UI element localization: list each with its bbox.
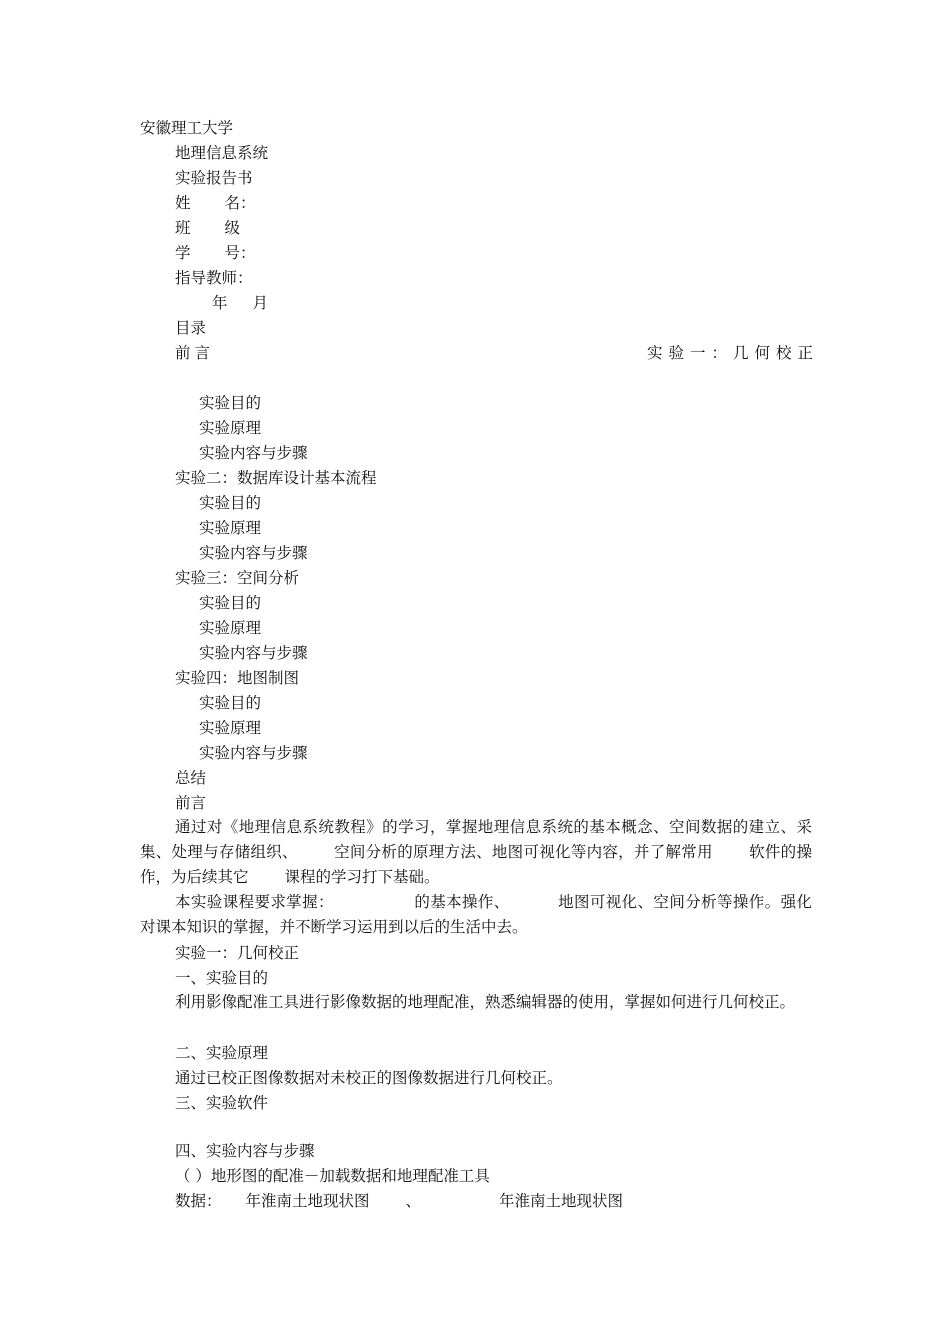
preface-p1-part2: 空间分析的原理方法、地图可视化等内容，并了解常用	[333, 843, 713, 861]
month-label: 月	[252, 294, 269, 312]
toc-exp3: 实验三：空间分析	[175, 569, 300, 587]
exp1-section-steps: 四、实验内容与步骤	[175, 1142, 315, 1160]
exp1-data-line	[175, 1191, 623, 1211]
preface-paragraph-1	[140, 815, 812, 890]
data-label: 数据：	[175, 1192, 222, 1210]
preface-paragraph-2	[140, 890, 812, 940]
report-title: 实验报告书	[175, 169, 253, 187]
toc-exp4: 实验四：地图制图	[175, 669, 300, 687]
toc-preface: 前言	[175, 344, 215, 362]
preface-heading: 前言	[175, 794, 207, 812]
exp1-section-software: 三、实验软件	[175, 1094, 269, 1112]
id-field-label	[175, 243, 256, 263]
class-label-b: 级	[224, 219, 241, 237]
preface-p1-part3: 软件的操作，为后续其它	[140, 843, 812, 886]
preface-p2-part1: 本实验课程要求掌握：	[175, 893, 334, 911]
toc-exp3-item: 实验内容与步骤	[199, 644, 308, 662]
toc-exp4-item: 实验原理	[199, 719, 262, 737]
name-label-a: 姓	[175, 194, 191, 212]
toc-exp3-item: 实验目的	[199, 594, 262, 612]
id-label-a: 学	[175, 244, 191, 262]
name-label-b: 名：	[224, 194, 256, 212]
toc-exp2-item: 实验原理	[199, 519, 262, 537]
exp1-section-principle: 二、实验原理	[175, 1044, 269, 1062]
course-name: 地理信息系统	[175, 144, 269, 162]
toc-exp2-item: 实验目的	[199, 494, 262, 512]
toc-exp4-item: 实验内容与步骤	[199, 744, 308, 762]
data-item-1: 年淮南土地现状图	[245, 1192, 370, 1210]
exp1-title: 实验一：几何校正	[175, 944, 300, 962]
toc-exp1-item: 实验原理	[199, 419, 262, 437]
class-label-a: 班	[175, 219, 191, 237]
toc-exp2: 实验二：数据库设计基本流程	[175, 469, 377, 487]
toc-title: 目录	[175, 319, 207, 337]
id-label-b: 号：	[224, 244, 256, 262]
name-field-label	[175, 193, 256, 213]
toc-exp1-item: 实验目的	[199, 394, 262, 412]
preface-p1-part4: 课程的学习打下基础。	[284, 868, 440, 886]
class-field-label	[175, 218, 240, 238]
exp1-step-1: （ ）地形图的配准－加载数据和地理配准工具	[175, 1167, 490, 1185]
toc-exp4-item: 实验目的	[199, 694, 262, 712]
university-name: 安徽理工大学	[140, 119, 234, 137]
toc-exp3-item: 实验原理	[199, 619, 262, 637]
exp1-purpose-body: 利用影像配准工具进行影像数据的地理配准，熟悉编辑器的使用，掌握如何进行几何校正。	[175, 993, 796, 1011]
toc-summary: 总结	[175, 769, 207, 787]
toc-exp1: 实验一：几何校正	[647, 344, 820, 362]
date-field-label	[212, 293, 268, 313]
preface-p2-part3: 地图可视化、空间分析等操作。强化对课本知识的掌握，并不断学习运用到以后的生活中去。	[140, 893, 812, 936]
preface-p2-part2: 的基本操作、	[413, 893, 510, 911]
data-item-2: 年淮南土地现状图	[499, 1192, 624, 1210]
exp1-section-purpose: 一、实验目的	[175, 969, 269, 987]
teacher-field-label: 指导教师：	[175, 269, 253, 287]
exp1-principle-body: 通过已校正图像数据对未校正的图像数据进行几何校正。	[175, 1069, 563, 1087]
data-separator: 、	[405, 1192, 422, 1210]
year-label: 年	[212, 294, 228, 312]
toc-exp2-item: 实验内容与步骤	[199, 544, 308, 562]
toc-exp1-item: 实验内容与步骤	[199, 444, 308, 462]
preface-p1-part1: 通过对《地理信息系统教程》的学习，掌握地理信息系统的基本概念、空间数据的建立、采集、处理与存储组织、	[140, 818, 812, 861]
